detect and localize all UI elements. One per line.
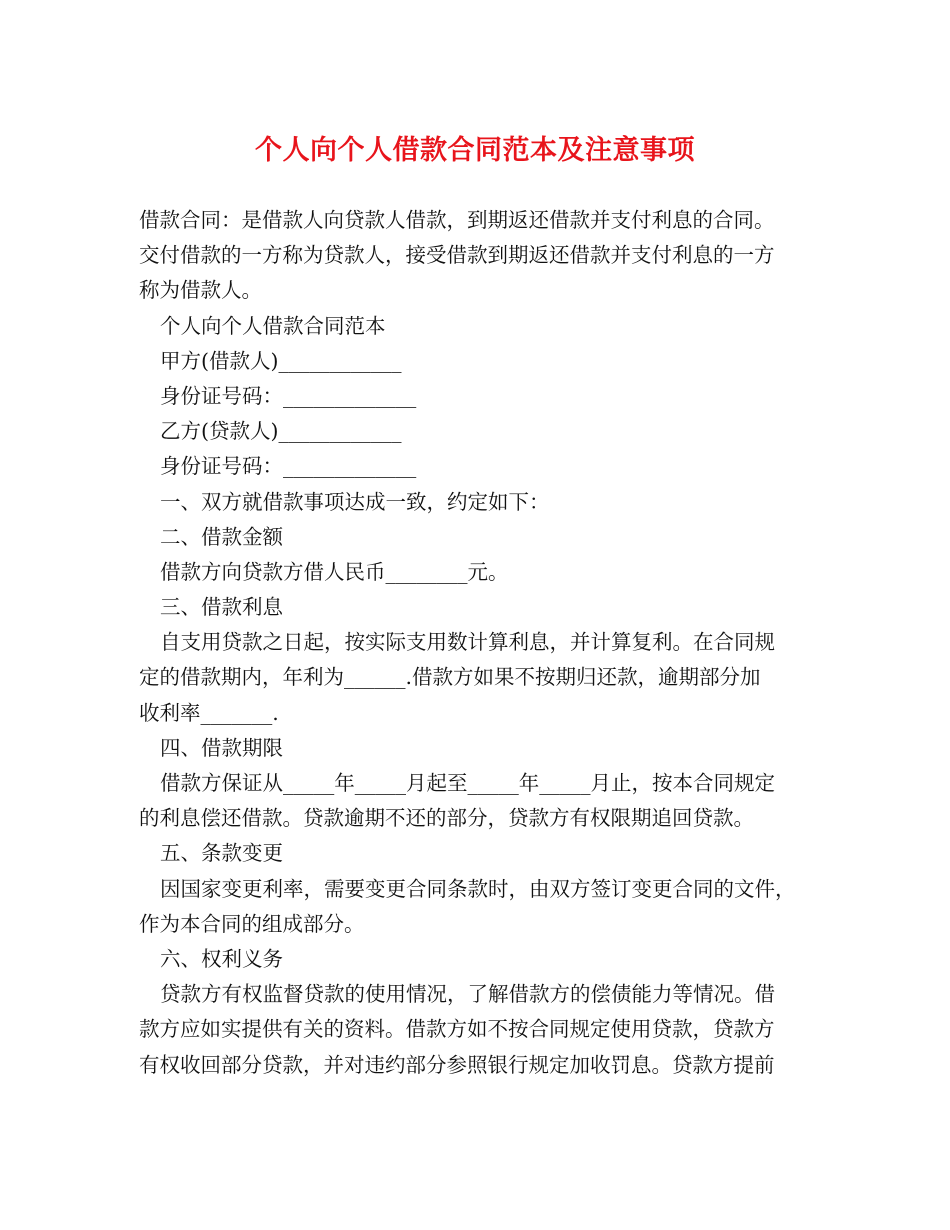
- section-heading: 三、借款利息: [160, 595, 283, 620]
- paragraph-line: 款方应如实提供有关的资料。借款方如不按合同规定使用贷款，贷款方: [139, 1017, 775, 1042]
- section-heading: 一、双方就借款事项达成一致，约定如下：: [160, 489, 550, 514]
- paragraph-line: 有权收回部分贷款，并对违约部分参照银行规定加收罚息。贷款方提前: [139, 1052, 775, 1077]
- paragraph-line: 称为借款人。: [139, 278, 262, 303]
- section-heading: 四、借款期限: [160, 735, 283, 760]
- document-title: 个人向个人借款合同范本及注意事项: [255, 135, 695, 166]
- document-body: [139, 203, 819, 1083]
- paragraph-line: 乙方(贷款人)____________: [160, 419, 402, 444]
- paragraph-line: 借款合同：是借款人向贷款人借款，到期返还借款并支付利息的合同。: [139, 208, 775, 232]
- paragraph-line: 作为本合同的组成部分。: [139, 911, 365, 936]
- paragraph-line: 因国家变更利率，需要变更合同条款时，由双方签订变更合同的文件，: [160, 876, 796, 901]
- paragraph-line: 身份证号码：_____________: [160, 383, 417, 408]
- paragraph-line: 交付借款的一方称为贷款人，接受借款到期返还借款并支付利息的一方: [139, 243, 775, 268]
- paragraph-line: 定的借款期内，年利为______.借款方如果不按期归还款，逾期部分加: [139, 665, 761, 690]
- paragraph-line: 借款方向贷款方借人民币________元。: [160, 559, 509, 584]
- paragraph-line: 的利息偿还借款。贷款逾期不还的部分，贷款方有权限期追回贷款。: [139, 806, 754, 831]
- paragraph-line: 自支用贷款之日起，按实际支用数计算利息，并计算复利。在合同规: [160, 630, 775, 655]
- section-heading: 六、权利义务: [160, 946, 283, 971]
- paragraph-line: 甲方(借款人)____________: [160, 348, 402, 373]
- section-heading: 五、条款变更: [160, 841, 283, 866]
- paragraph-line: 个人向个人借款合同范本: [160, 313, 386, 338]
- paragraph-line: 贷款方有权监督贷款的使用情况，了解借款方的偿债能力等情况。借: [160, 982, 775, 1007]
- paragraph-line: 收利率_______.: [139, 700, 279, 725]
- paragraph-line: 借款方保证从_____年_____月起至_____年_____月止，按本合同规定: [160, 771, 775, 795]
- paragraph-line: 身份证号码：_____________: [160, 454, 417, 479]
- section-heading: 二、借款金额: [160, 524, 283, 549]
